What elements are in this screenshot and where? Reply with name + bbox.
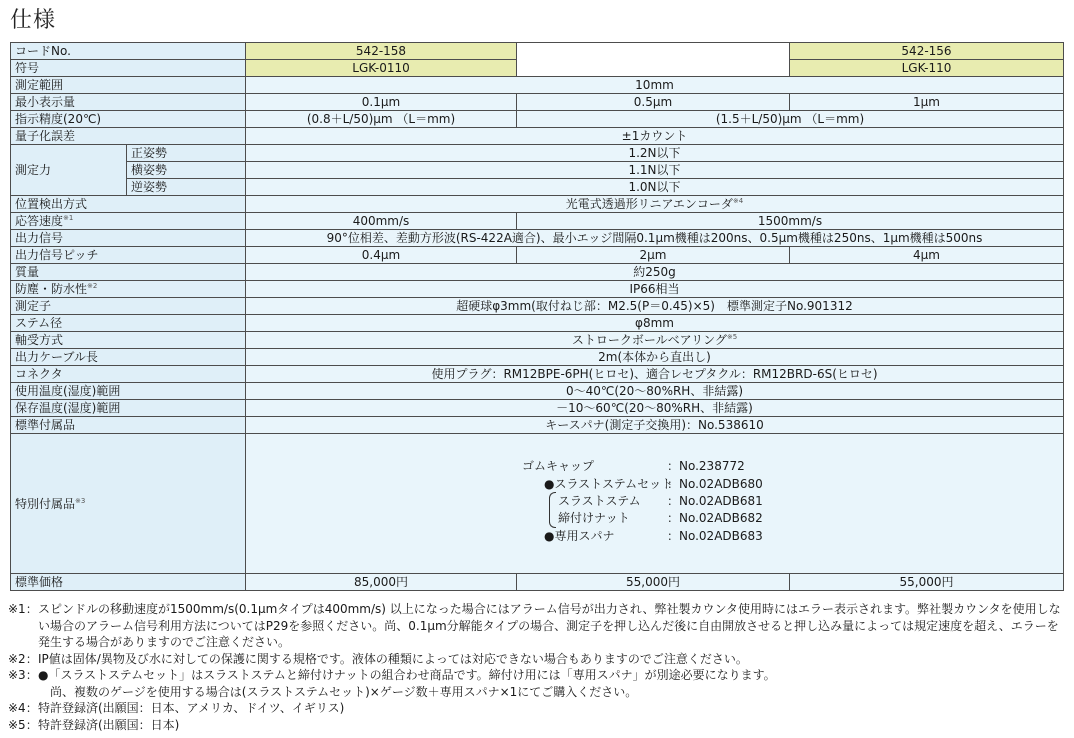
quantization-value: ±1カウント (246, 128, 1064, 145)
table-row (11, 315, 1064, 332)
table-row (11, 400, 1064, 417)
acc-code-spanner: ：No.02ADB683 (667, 529, 763, 543)
signal-label: 出力信号 (11, 230, 246, 247)
acc-code-thrust-set: ：No.02ADB680 (667, 477, 763, 491)
footnote-text: スピンドルの移動速度が1500mm/s(0.1µmタイプは400mm/s) 以上になった場合にはアラーム信号が出力され、弊社製カウンタ使用時にはエラー表示されます。弊社製カウンタを使用しない場合のアラーム信号利用方法についてはP29を参照ください。尚、0.1µm分解能タイプの場合、測定子を押し込んだ後に自由開放させると押し込み量によっては規定速度を超え、エラーを発生する場合がありますのでご注意ください。 (38, 602, 1061, 649)
mass-value: 約250g (246, 264, 1064, 281)
acc-name-nut: 締付けナット (558, 511, 630, 525)
response-label (11, 213, 246, 230)
accuracy-bc: (1.5＋L/50)µm （L＝mm) (517, 111, 1064, 128)
force-inverted-label: 逆姿勢 (127, 179, 246, 196)
code-label: コードNo. (11, 43, 246, 60)
table-row (11, 247, 1064, 264)
symbol-a: LGK-0110 (246, 60, 517, 77)
bracket-icon (549, 492, 556, 528)
table-row (11, 366, 1064, 383)
pitch-c: 4µm (790, 247, 1064, 264)
acc-name-spanner: ●専用スパナ (544, 529, 615, 543)
price-label: 標準価格 (11, 574, 246, 591)
stem-value: φ8mm (246, 315, 1064, 332)
special-acc-note: ※3 (75, 496, 86, 505)
code-c: 542-156 (790, 43, 1064, 60)
table-row (11, 179, 1064, 196)
range-label: 測定範囲 (11, 77, 246, 94)
stem-label: ステム径 (11, 315, 246, 332)
acc-name-thrust-set: ●スラストステムセット (544, 477, 674, 491)
pitch-a: 0.4µm (246, 247, 517, 264)
protection-value: IP66相当 (246, 281, 1064, 298)
response-a: 400mm/s (246, 213, 517, 230)
table-row (11, 281, 1064, 298)
contact-label: 測定子 (11, 298, 246, 315)
acc-name-rubber-cap: ゴムキャップ (522, 459, 595, 473)
bearing-text: ストロークボールベアリング (571, 333, 727, 347)
table-row (11, 43, 1064, 60)
protection-label (11, 281, 246, 298)
footnotes (8, 601, 1070, 733)
footnote-mark: ※4： (8, 701, 38, 715)
footnote-1 (8, 601, 1070, 651)
st-temp-value: －10～60℃(20～80%RH、非結露) (246, 400, 1064, 417)
detection-note: ※4 (732, 197, 744, 205)
std-acc-label: 標準付属品 (11, 417, 246, 434)
cable-label: 出力ケーブル長 (11, 349, 246, 366)
table-row (11, 574, 1064, 591)
pitch-b: 2µm (517, 247, 790, 264)
connector-label: コネクタ (11, 366, 246, 383)
special-acc-label-text: 特別付属品 (15, 496, 76, 511)
code-a: 542-158 (246, 43, 517, 60)
response-label-text: 応答速度 (15, 214, 64, 228)
acc-code-thrust-stem: ：No.02ADB681 (667, 494, 763, 508)
force-horizontal-value: 1.1N以下 (246, 162, 1064, 179)
table-row (11, 162, 1064, 179)
std-acc-value: キースパナ(測定子交換用)：No.538610 (246, 417, 1064, 434)
table-row (11, 383, 1064, 400)
quantization-label: 量子化誤差 (11, 128, 246, 145)
table-row (11, 230, 1064, 247)
acc-code-nut: ：No.02ADB682 (667, 511, 763, 525)
table-row (11, 94, 1064, 111)
footnote-text: IP値は固体/異物及び水に対しての保護に関する規格です。液体の種類によっては対応できない場合もありますのでご注意ください。 (38, 651, 748, 666)
spec-table (10, 42, 1064, 591)
table-row (11, 298, 1064, 315)
op-temp-label: 使用温度(湿度)範囲 (11, 383, 246, 400)
connector-value: 使用プラグ：RM12BPE-6PH(ヒロセ)、適合レセプタクル：RM12BRD-6S(ヒロセ) (246, 366, 1064, 383)
contact-value: 超硬球φ3mm(取付ねじ部：M2.5(P＝0.45)×5) 標準測定子No.901312 (246, 298, 1064, 315)
protection-label-text: 防塵・防水性 (15, 282, 88, 296)
cable-value: 2m(本体から直出し) (246, 349, 1064, 366)
footnote-5 (8, 717, 1070, 734)
force-horizontal-label: 横姿勢 (127, 162, 246, 179)
resolution-a: 0.1µm (246, 94, 517, 111)
range-value: 10mm (246, 77, 1064, 94)
footnote-mark: ※3： (8, 668, 38, 682)
table-row (11, 349, 1064, 366)
footnote-3 (8, 667, 1070, 684)
footnote-3-cont (8, 684, 1070, 701)
resolution-c: 1µm (790, 94, 1064, 111)
footnote-mark: ※2： (8, 651, 38, 666)
bearing-label: 軸受方式 (11, 332, 246, 349)
price-b: 55,000円 (517, 574, 790, 591)
footnote-4 (8, 700, 1070, 717)
force-upright-value: 1.2N以下 (246, 145, 1064, 162)
blank-header-cell (517, 43, 790, 77)
resolution-b: 0.5µm (517, 94, 790, 111)
detection-value (246, 196, 1064, 213)
symbol-label: 符号 (11, 60, 246, 77)
page-title: 仕様 (10, 8, 57, 33)
pitch-label: 出力信号ピッチ (11, 247, 246, 264)
response-note: ※1 (63, 214, 74, 222)
table-row (11, 145, 1064, 162)
op-temp-value: 0～40℃(20～80%RH、非結露) (246, 383, 1064, 400)
footnote-text: 尚、複数のゲージを使用する場合は(スラストステムセット)×ゲージ数＋専用スパナ×1にてご購入ください。 (50, 684, 638, 699)
footnote-text: ●「スラストステムセット」はスラストステムと締付けナットの組合わせ商品です。締付け用には「専用スパナ」が別途必要になります。 (38, 668, 776, 682)
special-acc-label (11, 434, 246, 574)
accuracy-a: (0.8＋L/50)µm （L＝mm) (246, 111, 517, 128)
table-row (11, 434, 1064, 574)
force-upright-label: 正姿勢 (127, 145, 246, 162)
price-c: 55,000円 (790, 574, 1064, 591)
table-row (11, 196, 1064, 213)
detection-label: 位置検出方式 (11, 196, 246, 213)
mass-label: 質量 (11, 264, 246, 281)
detection-text: 光電式透過形リニアエンコーダ (565, 197, 733, 211)
st-temp-label: 保存温度(湿度)範囲 (11, 400, 246, 417)
table-row (11, 111, 1064, 128)
protection-note: ※2 (87, 282, 98, 290)
symbol-c: LGK-110 (790, 60, 1064, 77)
footnote-mark: ※1： (8, 602, 38, 616)
resolution-label: 最小表示量 (11, 94, 246, 111)
price-a: 85,000円 (246, 574, 517, 591)
accuracy-label: 指示精度(20℃) (11, 111, 246, 128)
table-row (11, 417, 1064, 434)
response-bc: 1500mm/s (517, 213, 1064, 230)
table-row (11, 128, 1064, 145)
footnote-text: 特許登録済(出願国：日本) (38, 717, 180, 732)
special-acc-value (246, 434, 1064, 574)
footnote-2 (8, 651, 1070, 668)
table-row (11, 332, 1064, 349)
acc-code-rubber-cap: ：No.238772 (667, 459, 745, 473)
footnote-text: 特許登録済(出願国：日本、アメリカ、ドイツ、イギリス) (38, 701, 345, 715)
table-row (11, 77, 1064, 94)
table-row (11, 213, 1064, 230)
force-inverted-value: 1.0N以下 (246, 179, 1064, 196)
bearing-value (246, 332, 1064, 349)
table-row (11, 264, 1064, 281)
signal-value: 90°位相差、差動方形波(RS-422A適合)、最小エッジ間隔0.1µm機種は200ns、0.5µm機種は250ns、1µm機種は500ns (246, 230, 1064, 247)
force-label: 測定力 (11, 145, 127, 196)
acc-name-thrust-stem: スラストステム (558, 494, 641, 508)
footnote-mark: ※5： (8, 717, 38, 732)
bearing-note: ※5 (726, 333, 738, 341)
